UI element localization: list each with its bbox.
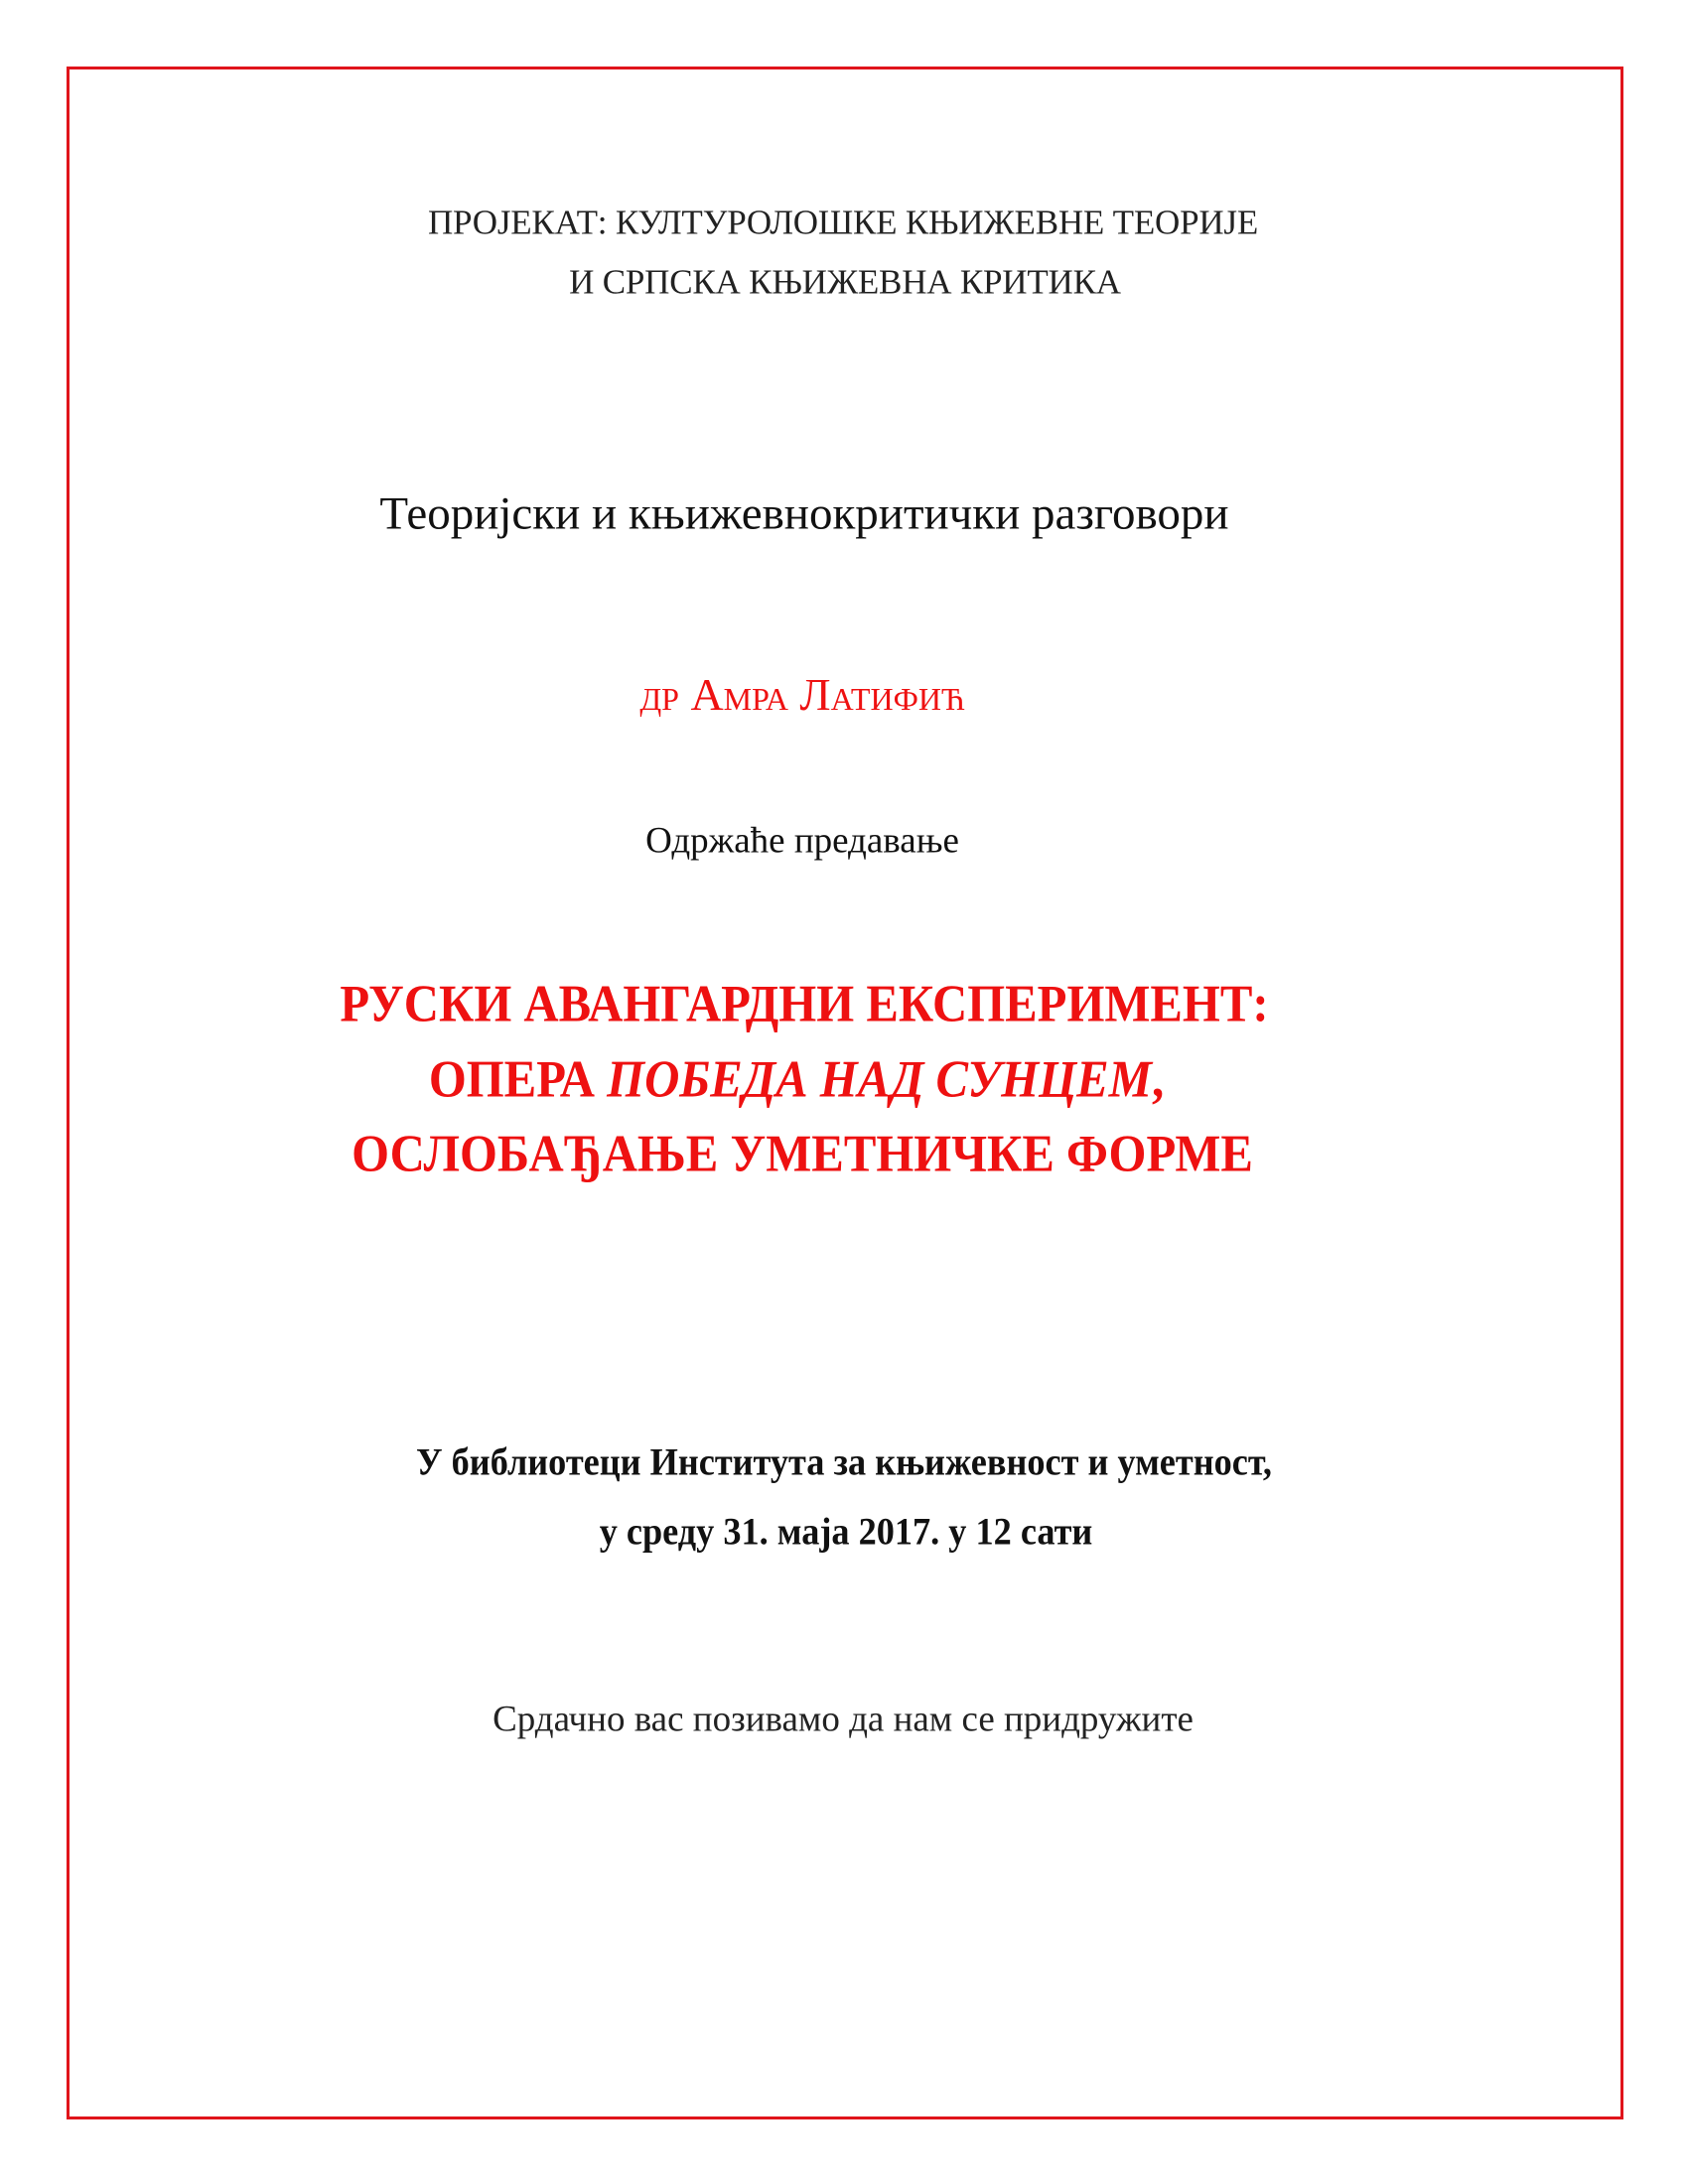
lecture-title-opera-prefix: ОПЕРА bbox=[428, 1050, 608, 1109]
venue-line: У библиотеци Института за књижевност и уметност, bbox=[415, 1440, 1273, 1484]
lecture-title-comma: , bbox=[1151, 1050, 1165, 1109]
project-title-line-1: ПРОЈЕКАТ: КУЛТУРОЛОШКЕ КЊИЖЕВНЕ ТЕОРИЈЕ bbox=[427, 203, 1259, 242]
invitation-text: Срдачно вас позивамо да нам се придружите bbox=[492, 1699, 1194, 1740]
lecture-title-opera-name: ПОБЕДА НАД СУНЦЕМ bbox=[607, 1050, 1152, 1109]
project-title-line-2: И СРПСКА КЊИЖЕВНА КРИТИКА bbox=[569, 262, 1121, 302]
lecture-title-line-3: ОСЛОБАЂАЊЕ УМЕТНИЧКЕ ФОРМЕ bbox=[352, 1125, 1253, 1183]
lecture-title-line-2 bbox=[428, 1050, 1165, 1109]
speaker-name: др Амра Латифић bbox=[639, 669, 965, 720]
lecture-intro: Одржаће предавање bbox=[645, 820, 959, 862]
series-title: Теоријски и књижевнокритички разговори bbox=[379, 487, 1229, 540]
lecture-title-line-1: РУСКИ АВАНГАРДНИ ЕКСПЕРИМЕНТ: bbox=[340, 975, 1269, 1033]
date-time-line: у среду 31. маја 2017. у 12 сати bbox=[599, 1510, 1093, 1554]
